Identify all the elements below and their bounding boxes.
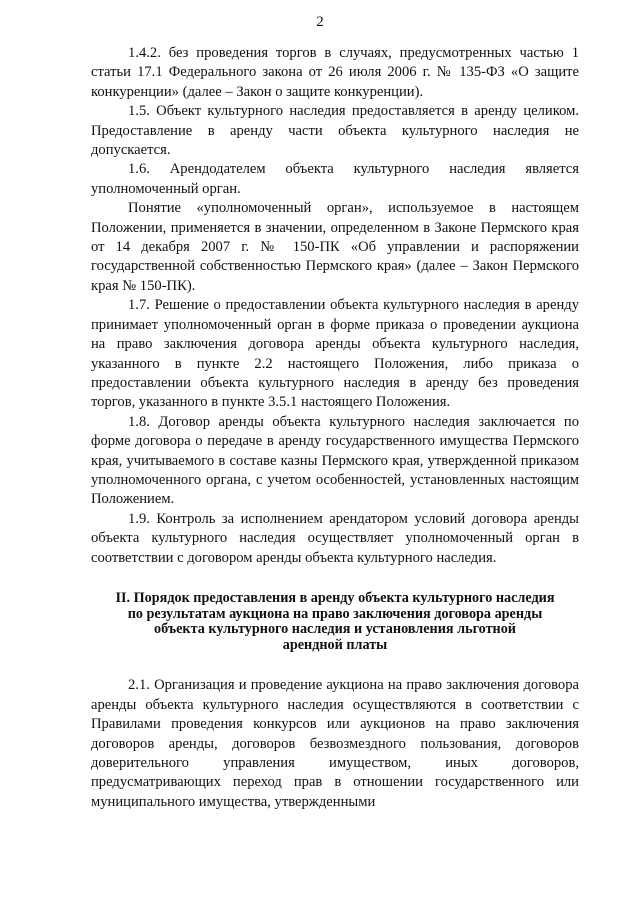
paragraph-1-7: 1.7. Решение о предоставлении объекта культурного наследия в аренду принимает уполномоченный орган в форме приказа о проведении аукциона на право заключения договора аренды объекта культурного наследия, указанного в пункте 2.2 настоящего Положения, либо приказа о предоставлении объекта культурного наследия в аренду без проведения торгов, указанного в пункте 3.5.1 настоящего Положения. (91, 297, 579, 411)
section-heading-line: арендной платы (282, 636, 388, 653)
paragraph-authorized-body-definition: Понятие «уполномоченный орган», используемое в настоящем Положении, применяется в значении, определенном в Законе Пермского края от 14 декабря 2007 г. № 150-ПК «Об управлении и распоряжении государственной собственностью Пермского края» (далее – Закон Пермского края № 150-ПК). (91, 200, 579, 294)
section-heading-line: объекта культурного наследия и установления льготной (154, 621, 516, 638)
section-heading-line: II. Порядок предоставления в аренду объекта культурного наследия (115, 589, 555, 606)
paragraph-1-9: 1.9. Контроль за исполнением арендатором условий договора аренды объекта культурного наследия осуществляет уполномоченный орган в соответствии с договором аренды объекта культурного наследия. (91, 510, 579, 566)
section-heading-ii (91, 591, 579, 653)
paragraph-1-8: 1.8. Договор аренды объекта культурного наследия заключается по форме договора о передаче в аренду государственного имущества Пермского края, учитываемого в составе казны Пермского края, утвержденной приказом уполномоченного органа, с учетом особенностей, установленных настоящим Положением. (91, 413, 579, 508)
page-number: 2 (316, 14, 324, 30)
document-body (91, 44, 579, 812)
section-heading-line: по результатам аукциона на право заключения договора аренды (127, 605, 543, 622)
paragraph-2-1: 2.1. Организация и проведение аукциона на право заключения договора аренды объекта культурного наследия осуществляются в соответствии с Правилами проведения конкурсов или аукционов на право заключения договоров аренды, договоров безвозмездного пользования, договоров доверительного управления имуществом, иных договоров, предусматривающих переход прав в отношении государственного или муниципального имущества, утвержденными (91, 677, 579, 810)
paragraph-1-4-2: 1.4.2. без проведения торгов в случаях, предусмотренных частью 1 статьи 17.1 Федерального закона от 26 июля 2006 г. № 135-ФЗ «О защите конкуренции» (далее – Закон о защите конкуренции). (91, 45, 579, 100)
paragraph-1-5: 1.5. Объект культурного наследия предоставляется в аренду целиком. Предоставление в аренду части объекта культурного наследия не допускается. (91, 103, 579, 159)
paragraph-1-6: 1.6. Арендодателем объекта культурного наследия является уполномоченный орган. (91, 161, 579, 197)
